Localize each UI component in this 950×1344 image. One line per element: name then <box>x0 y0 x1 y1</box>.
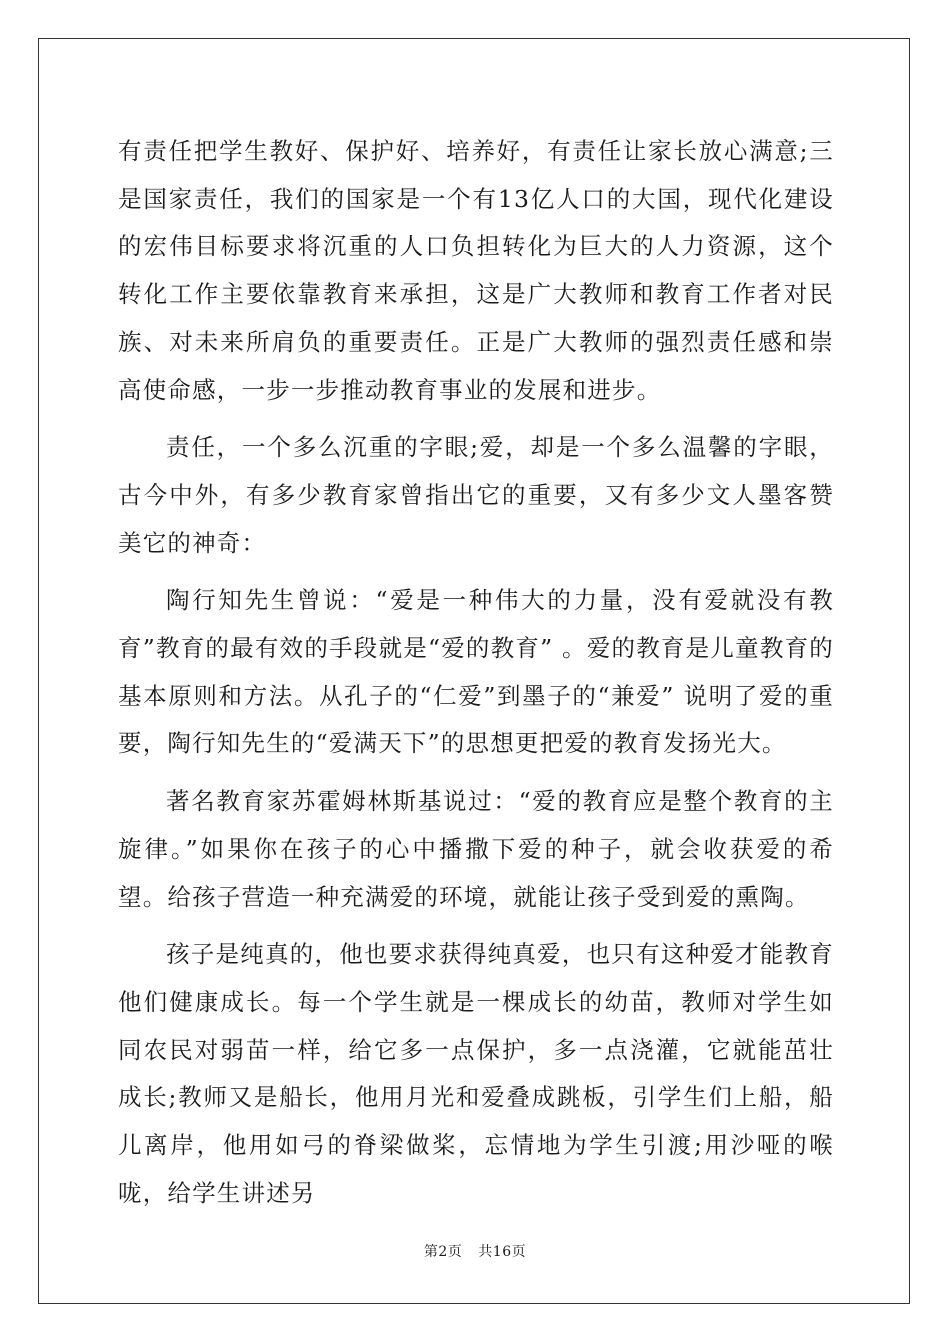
document-body <box>118 128 834 1217</box>
paragraph-5: 孩子是纯真的，他也要求获得纯真爱，也只有这种爱才能教育他们健康成长。每一个学生就是一棵成长的幼苗，教师对学生如同农民对弱苗一样，给它多一点保护，多一点浇灌，它就能茁壮成长;教师又是船长，他用月光和爱叠成跳板，引学生们上船，船儿离岸，他用如弓的脊梁做桨，忘情地为学生引渡;用沙哑的喉咙，给学生讲述另 <box>118 940 834 1207</box>
paragraph-1: 有责任把学生教好、保护好、培养好，有责任让家长放心满意;三是国家责任，我们的国家是一个有13亿人口的大国，现代化建设的宏伟目标要求将沉重的人口负担转化为巨大的人力资源，这个转化工作主要依靠教育来承担，这是广大教师和教育工作者对民族、对未来所肩负的重要责任。正是广大教师的强烈责任感和崇高使命感，一步一步推动教育事业的发展和进步。 <box>118 137 834 404</box>
paragraph-4: 著名教育家苏霍姆林斯基说过：“爱的教育应是整个教育的主旋律。”如果你在孩子的心中播撒下爱的种子，就会收获爱的希望。给孩子营造一种充满爱的环境，就能让孩子受到爱的熏陶。 <box>118 787 834 911</box>
page-number: 第2页 <box>423 1244 463 1260</box>
page-footer <box>0 1241 950 1261</box>
page-total: 共16页 <box>478 1244 527 1260</box>
paragraph-3: 陶行知先生曾说：“爱是一种伟大的力量，没有爱就没有教育”教育的最有效的手段就是“爱的教育” 。爱的教育是儿童教育的基本原则和方法。从孔子的“仁爱”到墨子的“兼爱” 说明了爱的重要，陶行知先生的“爱满天下”的思想更把爱的教育发扬光大。 <box>118 586 834 758</box>
paragraph-2: 责任，一个多么沉重的字眼;爱，却是一个多么温馨的字眼，古今中外，有多少教育家曾指出它的重要，又有多少文人墨客赞美它的神奇： <box>118 433 834 557</box>
